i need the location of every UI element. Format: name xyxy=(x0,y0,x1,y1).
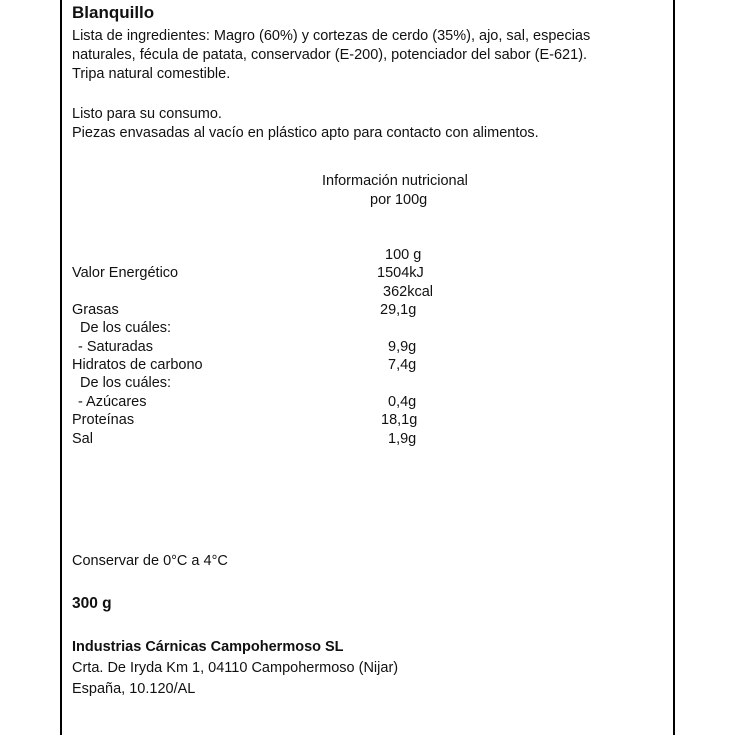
nutrition-label: Hidratos de carbono xyxy=(72,357,203,373)
nutrition-label: Proteínas xyxy=(72,412,135,428)
nutrition-label: De los cuáles: xyxy=(80,375,172,391)
nutrition-value: 1,9g xyxy=(388,431,417,447)
nutrition-value: 0,4g xyxy=(388,394,417,410)
nutrition-label: Sal xyxy=(72,431,93,447)
nutrition-value: 362kcal xyxy=(383,284,433,300)
nutrition-label: Grasas xyxy=(72,302,119,318)
nutrition-label: - Azúcares xyxy=(78,394,147,410)
product-name: Blanquillo xyxy=(72,3,155,22)
nutrition-label: - Saturadas xyxy=(78,339,153,355)
nutrition-subheading: por 100g xyxy=(370,192,428,208)
nutrition-column-header: 100 g xyxy=(385,247,422,263)
nutrition-label: De los cuáles: xyxy=(80,320,172,336)
manufacturer-address: Crta. De Iryda Km 1, 04110 Campohermoso (Nijar) xyxy=(72,660,399,676)
packaging-text: Piezas envasadas al vacío en plástico apto para contacto con alimentos. xyxy=(72,125,539,141)
usage-text: Listo para su consumo. xyxy=(72,106,222,122)
nutrition-value: 18,1g xyxy=(381,412,418,428)
nutrition-label: Valor Energético xyxy=(72,265,179,281)
ingredients-line-1: Lista de ingredientes: Magro (60%) y cortezas de cerdo (35%), ajo, sal, especias xyxy=(72,28,591,44)
storage-text: Conservar de 0°C a 4°C xyxy=(72,553,228,569)
nutrition-value: 29,1g xyxy=(380,302,417,318)
nutrition-value: 1504kJ xyxy=(377,265,424,281)
net-weight: 300 g xyxy=(72,595,112,612)
ingredients-line-2: naturales, fécula de patata, conservador (E-200), potenciador del sabor (E-621). xyxy=(72,47,588,63)
ingredients-line-3: Tripa natural comestible. xyxy=(72,66,231,82)
nutrition-value: 7,4g xyxy=(388,357,417,373)
manufacturer-name: Industrias Cárnicas Campohermoso SL xyxy=(72,639,344,655)
nutrition-heading: Información nutricional xyxy=(322,173,468,189)
nutrition-value: 9,9g xyxy=(388,339,417,355)
manufacturer-registry: España, 10.120/AL xyxy=(72,681,196,697)
